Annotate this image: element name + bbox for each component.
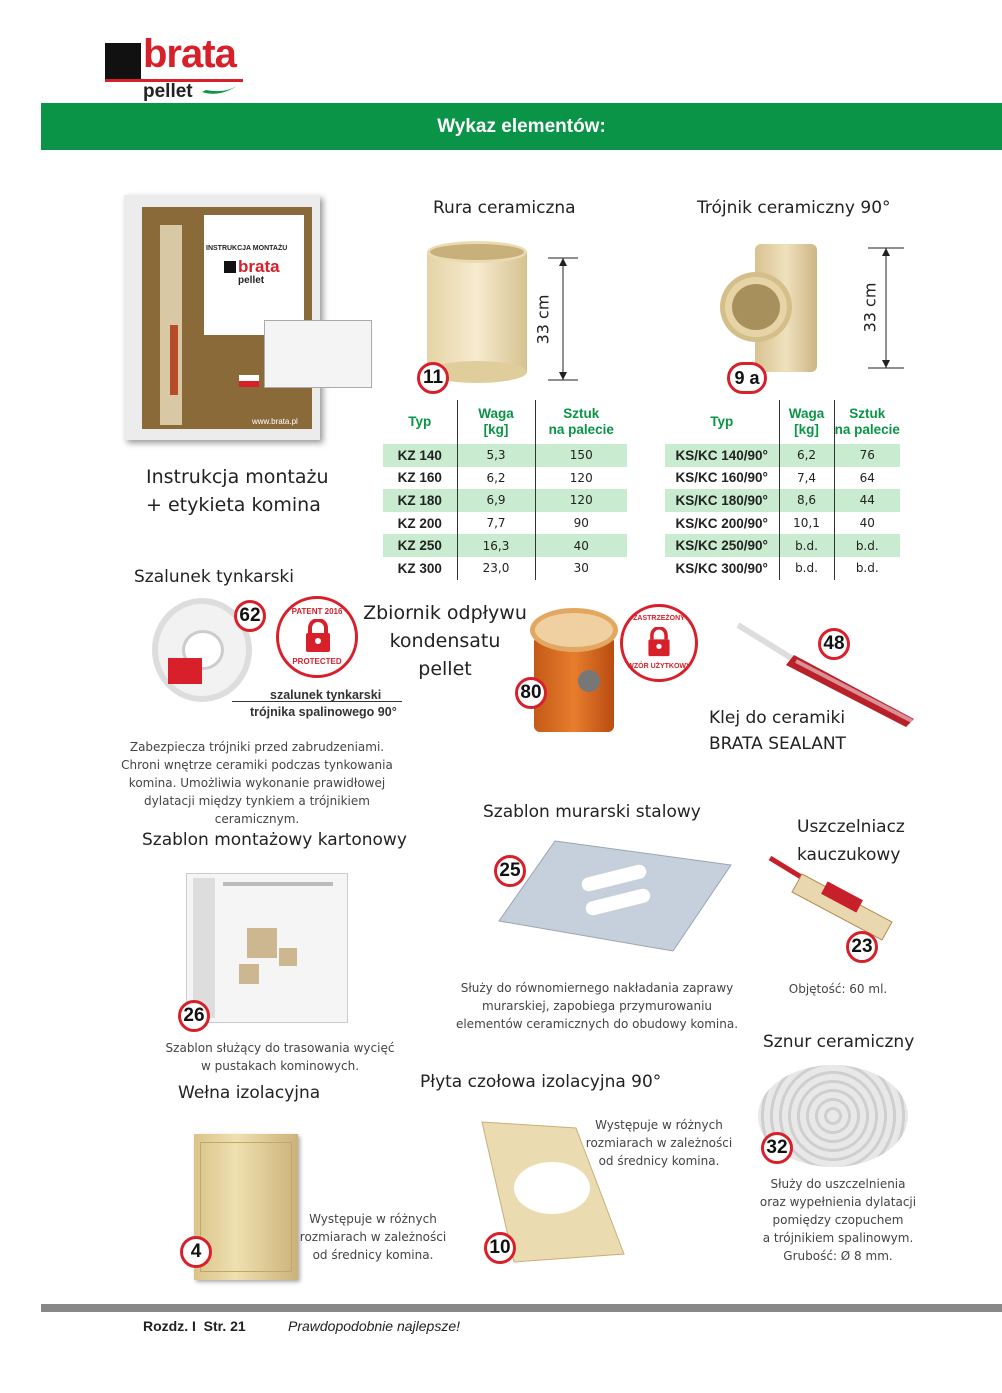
- manual-caption-1: Instrukcja montażu: [146, 466, 329, 488]
- tee-dimension: 33 cm: [860, 282, 880, 333]
- logo-sub: pellet: [143, 81, 193, 102]
- table-row: KZ 180 6,9 120: [383, 489, 627, 512]
- cover-brand: brata: [238, 257, 280, 276]
- wool-badge: 4: [180, 1236, 212, 1268]
- page-number: Rozdz. I Str. 21: [143, 1318, 246, 1334]
- table-row: KZ 140 5,3 150: [383, 444, 627, 467]
- padlock-icon: [303, 619, 333, 653]
- tee-th-type: Typ: [710, 414, 734, 429]
- plate-badge: 10: [484, 1232, 516, 1264]
- pipe-badge: 11: [417, 362, 449, 394]
- padlock-icon: [645, 627, 673, 657]
- table-row: KS/KC 300/90° b.d. b.d.: [665, 557, 900, 580]
- table-row: KZ 300 23,0 30: [383, 557, 627, 580]
- steel-title: Szablon murarski stalowy: [483, 802, 701, 822]
- pipe-table: [383, 400, 627, 580]
- tee-th-weight: Waga [kg]: [779, 400, 834, 444]
- pipe-dimension-arrow: [548, 254, 578, 384]
- formwork-label-1: szalunek tynkarski: [270, 688, 382, 702]
- logo-brand: brata: [143, 32, 236, 76]
- table-row: KS/KC 160/90° 7,4 64: [665, 467, 900, 490]
- cardboard-title: Szablon montażowy kartonowy: [142, 830, 407, 850]
- cover-url: www.brata.pl: [252, 417, 298, 426]
- pipe-title: Rura ceramiczna: [433, 198, 576, 218]
- table-row: KS/KC 140/90° 6,2 76: [665, 444, 900, 467]
- rope-desc: Służy do uszczelnienia oraz wypełnienia dylatacji pomiędzy czopuchem a trójnikiem spalinowym. Grubość: Ø 8 mm.: [759, 1177, 917, 1263]
- utility-model-stamp: [620, 604, 698, 682]
- wool-title: Wełna izolacyjna: [178, 1083, 321, 1103]
- condensate-badge: 80: [515, 677, 547, 709]
- formwork-desc: Zabezpiecza trójniki przed zabrudzeniami. Chroni wnętrze ceramiki podczas tynkowania komina. Umożliwia wykonanie prawidłowej dylatacji między tynkiem a trójnikiem ceramicznym.: [121, 740, 393, 826]
- logo-swoosh-icon: [200, 82, 242, 98]
- footer-slogan: Prawdopodobnie najlepsze!: [288, 1318, 461, 1334]
- pipe-th-type: Typ: [408, 414, 432, 429]
- cardboard-image: [186, 873, 348, 1023]
- wool-desc: Występuje w różnych rozmiarach w zależności od średnicy komina.: [299, 1212, 447, 1262]
- steel-image: [495, 837, 735, 955]
- formwork-label-2: trójnika spalinowego 90°: [250, 705, 397, 719]
- rope-badge: 32: [761, 1132, 793, 1164]
- steel-badge: 25: [494, 855, 526, 887]
- cardboard-desc: Szablon służący do trasowania wycięć w pustakach kominowych.: [165, 1041, 395, 1073]
- cover-sub: pellet: [238, 275, 265, 286]
- sealant-desc: Objętość: 60 ml.: [788, 982, 888, 996]
- logo-mark: [105, 43, 141, 79]
- condensate-image: [530, 608, 618, 734]
- table-row: KZ 160 6,2 120: [383, 467, 627, 490]
- utility-stamp-top: ZASTRZEŻONY: [633, 615, 685, 622]
- pipe-th-weight: Waga [kg]: [457, 400, 535, 444]
- patent-stamp-bottom: PROTECTED: [292, 657, 342, 666]
- formwork-badge: 62: [234, 600, 266, 632]
- sealant-image: [766, 852, 896, 942]
- tee-badge: 9 a: [727, 362, 767, 394]
- sealant-title: Uszczelniacz kauczukowy: [797, 817, 905, 865]
- pipe-th-pieces: Sztuk na palecie: [535, 400, 627, 444]
- glue-badge: 48: [818, 628, 850, 660]
- plate-desc: Występuje w różnych rozmiarach w zależności od średnicy komina.: [585, 1118, 733, 1168]
- condensate-title: Zbiornik odpływu kondensatu pellet: [363, 602, 527, 680]
- steel-desc: Służy do równomiernego nakładania zaprawy murarskiej, zapobiega przymurowaniu elementów ceramicznych do obudowy komina.: [455, 981, 739, 1031]
- formwork-title: Szalunek tynkarski: [134, 567, 294, 587]
- manual-cover: [124, 195, 320, 440]
- table-row: KZ 250 16,3 40: [383, 534, 627, 557]
- tee-title: Trójnik ceramiczny 90°: [697, 198, 891, 218]
- table-row: KS/KC 200/90° 10,1 40: [665, 512, 900, 535]
- sealant-badge: 23: [846, 931, 878, 963]
- section-title: Wykaz elementów:: [437, 116, 606, 137]
- cover-title: INSTRUKCJA MONTAŻU: [206, 245, 288, 252]
- pipe-image: [427, 241, 527, 381]
- section-header: [41, 103, 1002, 150]
- utility-stamp-bottom: WZÓR UŻYTKOWY: [627, 663, 691, 670]
- cardboard-badge: 26: [178, 1000, 210, 1032]
- tee-th-pieces: Sztuk na palecie: [834, 400, 900, 444]
- plate-title: Płyta czołowa izolacyjna 90°: [420, 1072, 662, 1092]
- rope-title: Sznur ceramiczny: [763, 1032, 915, 1052]
- pipe-dimension: 33 cm: [533, 294, 553, 345]
- manual-caption-2: + etykieta komina: [146, 494, 321, 516]
- tee-table: [665, 400, 900, 580]
- footer-bar: [41, 1304, 1002, 1312]
- table-row: KZ 200 7,7 90: [383, 512, 627, 535]
- tee-image: [720, 244, 825, 372]
- table-row: KS/KC 180/90° 8,6 44: [665, 489, 900, 512]
- table-row: KS/KC 250/90° b.d. b.d.: [665, 534, 900, 557]
- patent-stamp: [276, 596, 358, 678]
- glue-title: Klej do ceramiki BRATA SEALANT: [709, 708, 846, 754]
- patent-stamp-top: PATENT 2016: [291, 607, 343, 616]
